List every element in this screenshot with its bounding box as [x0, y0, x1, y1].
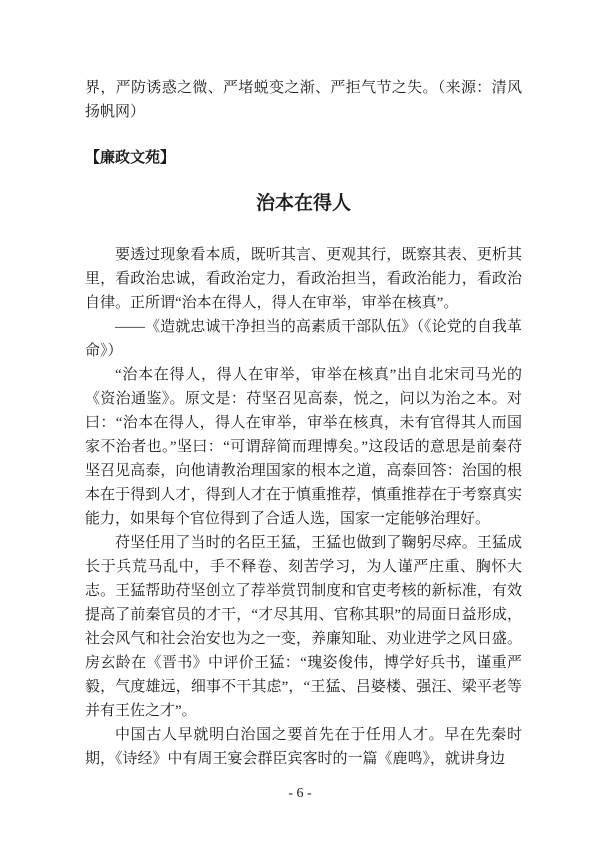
body-paragraph: 苻坚任用了当时的名臣王猛，王猛也做到了鞠躬尽瘁。王猛成长于兵荒马乱中，手不释卷、刻苦学习，为人谨严庄重、胸怀大志。王猛帮助苻坚创立了荐举赏罚制度和官吏考核的新标准，有效提高了前秦官员的才干，“才尽其用、官称其职”的局面日益形成，社会风气和社会治安也为之一变，养廉知耻、劝业进学之风日盛。房玄龄在《晋书》中评价王猛：“瑰姿俊伟，博学好兵书，谨重严毅，气度雄远，细事不干其虑”，“王猛、吕婆楼、强汪、梁平老等并有王佐之才”。	[85, 535, 522, 719]
page-content	[85, 76, 522, 771]
body-paragraph: “治本在得人，得人在审举，审举在核真”出自北宋司马光的《资治通鉴》。原文是：苻坚召见高泰，悦之，问以为治之本。对曰：“治本在得人，得人在审举，审举在核真，未有官得其人而国家不治者也。”坚曰：“可谓辞简而理博矣。”这段话的意思是前秦苻坚召见高泰，向他请教治理国家的根本之道，高泰回答：治国的根本在于得到人才，得到人才在于慎重推荐，慎重推荐在于考察真实能力，如果每个官位得到了合适人选，国家一定能够治理好。	[85, 367, 522, 527]
body-paragraph-attribution: ——《造就忠诚干净担当的高素质干部队伍》（《论党的自我革命》）	[85, 319, 522, 359]
article-title: 治本在得人	[255, 193, 351, 214]
section-header: 【廉政文苑】	[85, 150, 176, 166]
body-paragraph: 要透过现象看本质，既听其言、更观其行，既察其表、更析其里，看政治忠诚，看政治定力，看政治担当，看政治能力，看政治自律。正所谓“治本在得人，得人在审举，审举在核真”。	[85, 247, 522, 311]
page-number: - 6 -	[288, 786, 312, 801]
body-paragraph: 中国古人早就明白治国之要首先在于任用人才。早在先秦时期，《诗经》中有周王宴会群臣宾客时的一篇《鹿鸣》，就讲身边	[85, 727, 522, 767]
continuation-paragraph: 界，严防诱惑之微、严堵蜕变之渐、严拒气节之失。（来源：清风扬帆网）	[85, 80, 522, 120]
